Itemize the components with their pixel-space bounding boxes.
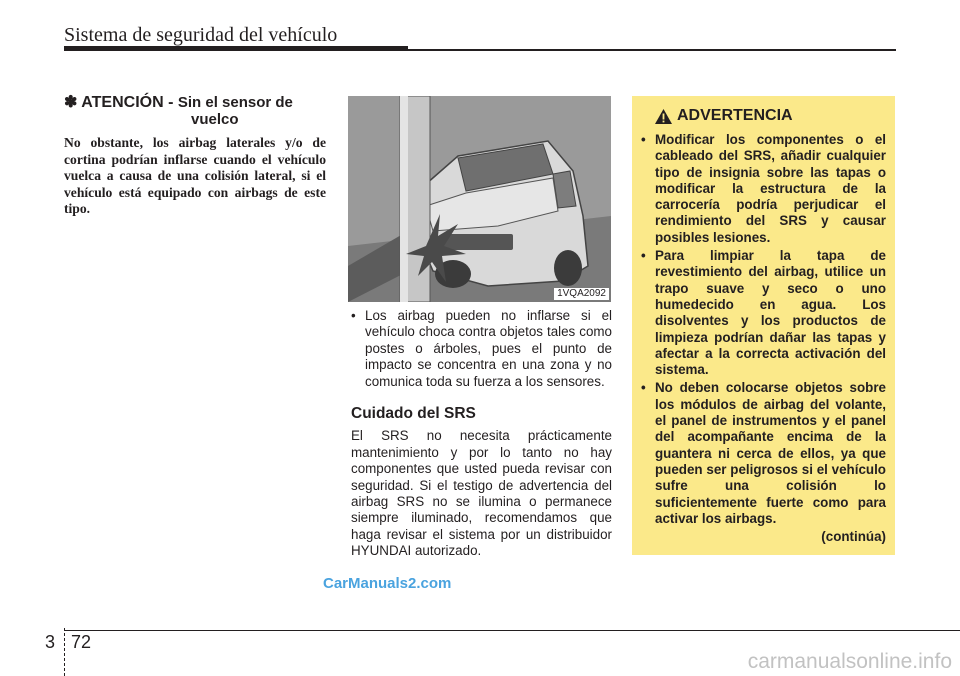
chapter-number: 3 (45, 632, 56, 652)
warning-title: ADVERTENCIA (677, 107, 793, 124)
warning-header (654, 106, 886, 126)
bullet-icon: • (641, 380, 646, 396)
warning-box (632, 96, 895, 555)
middle-column (351, 308, 612, 560)
header-rule-thick (64, 46, 408, 51)
figure-code: 1VQA2092 (554, 288, 609, 300)
attention-subtitle-line2: vuelco (191, 111, 239, 128)
page-number-divider (64, 628, 66, 676)
footer-rule (64, 630, 960, 631)
warning-item-text: Para limpiar la tapa de revestimiento del airbag, utilice un trapo suave y seco o uno humedecido en agua. Los disolventes y los productos de limpieza podrían dañar las tapas y afectar a la correcta activación del sistema. (655, 248, 886, 378)
list-item (641, 380, 886, 527)
list-item (641, 248, 886, 378)
bullet-text: Los airbag pueden no inflarse si el vehículo choca contra objetos tales como postes o árboles, pues el punto de impacto se concentra en una zona y no comunica toda su fuerza a los sensores. (365, 308, 612, 389)
header-rule-thin (408, 49, 896, 51)
attention-body: No obstante, los airbag laterales y/o de cortina podrían inflarse cuando el vehículo vuelca a causa de una colisión lateral, si el vehículo está equipado con airbags de este tipo. (64, 135, 326, 216)
warning-list (641, 132, 886, 527)
list-item (351, 308, 612, 390)
car-pole-impact-image (348, 96, 611, 302)
warning-item-text: Modificar los componentes o el cableado del SRS, añadir cualquier tipo de insignia sobre las tapas o modificar la estructura de la carrocería podría perjudicar el rendimiento del SRS y causar posibles lesiones. (655, 132, 886, 245)
bullet-icon: • (641, 248, 646, 264)
attention-label: ATENCIÓN - (81, 94, 178, 111)
srs-body: El SRS no necesita prácticamente mantenimiento y por lo tanto no hay componentes que usted pueda revisar con seguridad. Si el testigo de advertencia del airbag SRS no se ilumina o permanece siempre iluminado, recomendamos que haga revisar el sistema por un distribuidor HYUNDAI autorizado. (351, 428, 612, 559)
footer-site-watermark: carmanualsonline.info (747, 650, 952, 673)
bullet-icon: • (351, 308, 356, 323)
attention-heading (64, 94, 326, 111)
page-number: 72 (71, 632, 92, 652)
page-header-title: Sistema de seguridad del vehículo (64, 24, 338, 46)
attention-subtitle-line1: Sin el sensor de (177, 94, 293, 111)
vehicle-impact-illustration (348, 96, 611, 302)
warning-item-text: No deben colocarse objetos sobre los módulos de airbag del volante, el panel de instrumentos y el panel del acompañante encima de la guantera ni cerca de ellos, ya que pueden ser peligrosos si el vehículo sufre una colisión lo suficientemente fuerte como para activar los airbags. (655, 380, 886, 526)
watermark-link[interactable]: CarManuals2.com (323, 575, 452, 592)
warning-triangle-icon (654, 108, 673, 125)
attention-section (64, 94, 326, 218)
warning-continued: (continúa) (821, 529, 886, 545)
asterisk-icon: ✽ (64, 94, 78, 111)
list-item (641, 132, 886, 246)
srs-heading: Cuidado del SRS (351, 405, 476, 423)
bullet-icon: • (641, 132, 646, 147)
